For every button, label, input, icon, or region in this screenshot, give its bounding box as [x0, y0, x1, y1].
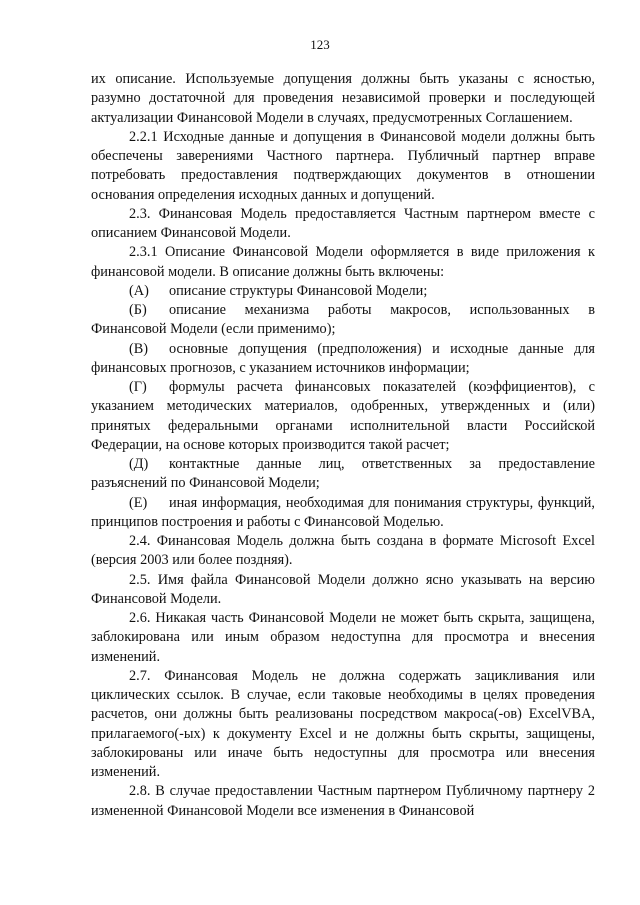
list-item-text: контактные данные лиц, ответственных за предоставление разъяснений по Финансовой Модели; [91, 456, 595, 492]
list-item-label: (Д) [129, 456, 149, 472]
list-item [91, 378, 595, 455]
list-item-label: (Б) [129, 302, 147, 318]
list-item [91, 494, 595, 533]
document-body [91, 70, 595, 821]
list-item [91, 455, 595, 494]
paragraph-2-6: 2.6. Никакая часть Финансовой Модели не может быть скрыта, защищена, заблокирована или иным образом недоступна для просмотра и внесения изменений. [91, 610, 595, 665]
paragraph-2-3: 2.3. Финансовая Модель предоставляется Частным партнером вместе с описанием Финансовой Модели. [91, 205, 595, 241]
page-number: 123 [310, 37, 330, 52]
paragraph-2-2-1: 2.2.1 Исходные данные и допущения в Финансовой модели должны быть обеспечены заверениями Частного партнера. Публичный партнер вправе потребовать предоставления подтверждающих документов в отношении основания определения исходных данных и допущений. [91, 128, 595, 203]
list-item-text: основные допущения (предположения) и исходные данные для финансовых прогнозов, с указанием источников информации; [91, 340, 595, 376]
list-item [91, 301, 595, 340]
list-item-text: описание механизма работы макросов, использованных в Финансовой Модели (если применимо); [91, 302, 595, 338]
list-item [91, 282, 595, 301]
paragraph-2-4: 2.4. Финансовая Модель должна быть создана в формате Microsoft Excel (версия 2003 или более поздняя). [91, 533, 595, 569]
paragraph-2-5: 2.5. Имя файла Финансовой Модели должно ясно указывать на версию Финансовой Модели. [91, 571, 595, 607]
list-item-label: (В) [129, 340, 149, 357]
paragraph-2-8: 2.8. В случае предоставлении Частным партнером Публичному партнеру 2 измененной Финансовой Модели все изменения в Финансовой [91, 783, 595, 819]
paragraph: их описание. Используемые допущения должны быть указаны с ясностью, разумно достаточной для проведения независимой проверки и последующей актуализации Финансовой Модели в случаях, предусмотренных Соглашением. [91, 71, 595, 126]
list-item-text: иная информация, необходимая для понимания структуры, функций, принципов построения и работы с Финансовой Моделью. [91, 494, 595, 530]
list-item-text: формулы расчета финансовых показателей (коэффициентов), с указанием методических материалов, одобренных, утвержденных и (или) принятых федеральными органами исполнительной власти Российской Федерации, на основе которых производится такой расчет; [91, 379, 595, 453]
list-item-label: (Е) [129, 494, 148, 511]
list-item-text: описание структуры Финансовой Модели; [169, 282, 428, 299]
list-item-label: (А) [129, 282, 149, 299]
paragraph-2-3-1: 2.3.1 Описание Финансовой Модели оформляется в виде приложения к финансовой модели. В описание должны быть включены: [91, 244, 595, 280]
paragraph-2-7: 2.7. Финансовая Модель не должна содержать зацикливания или циклических ссылок. В случае, если таковые необходимы в целях проведения расчетов, они должны быть реализованы посредством макроса(-ов) ExcelVBA, прилагаемого(-ых) к документу Excel и не должны быть скрыты, защищены, заблокированы или иначе быть недоступны для просмотра или внесения изменений. [91, 667, 595, 780]
list-item-label: (Г) [129, 379, 147, 395]
list-item [91, 340, 595, 379]
